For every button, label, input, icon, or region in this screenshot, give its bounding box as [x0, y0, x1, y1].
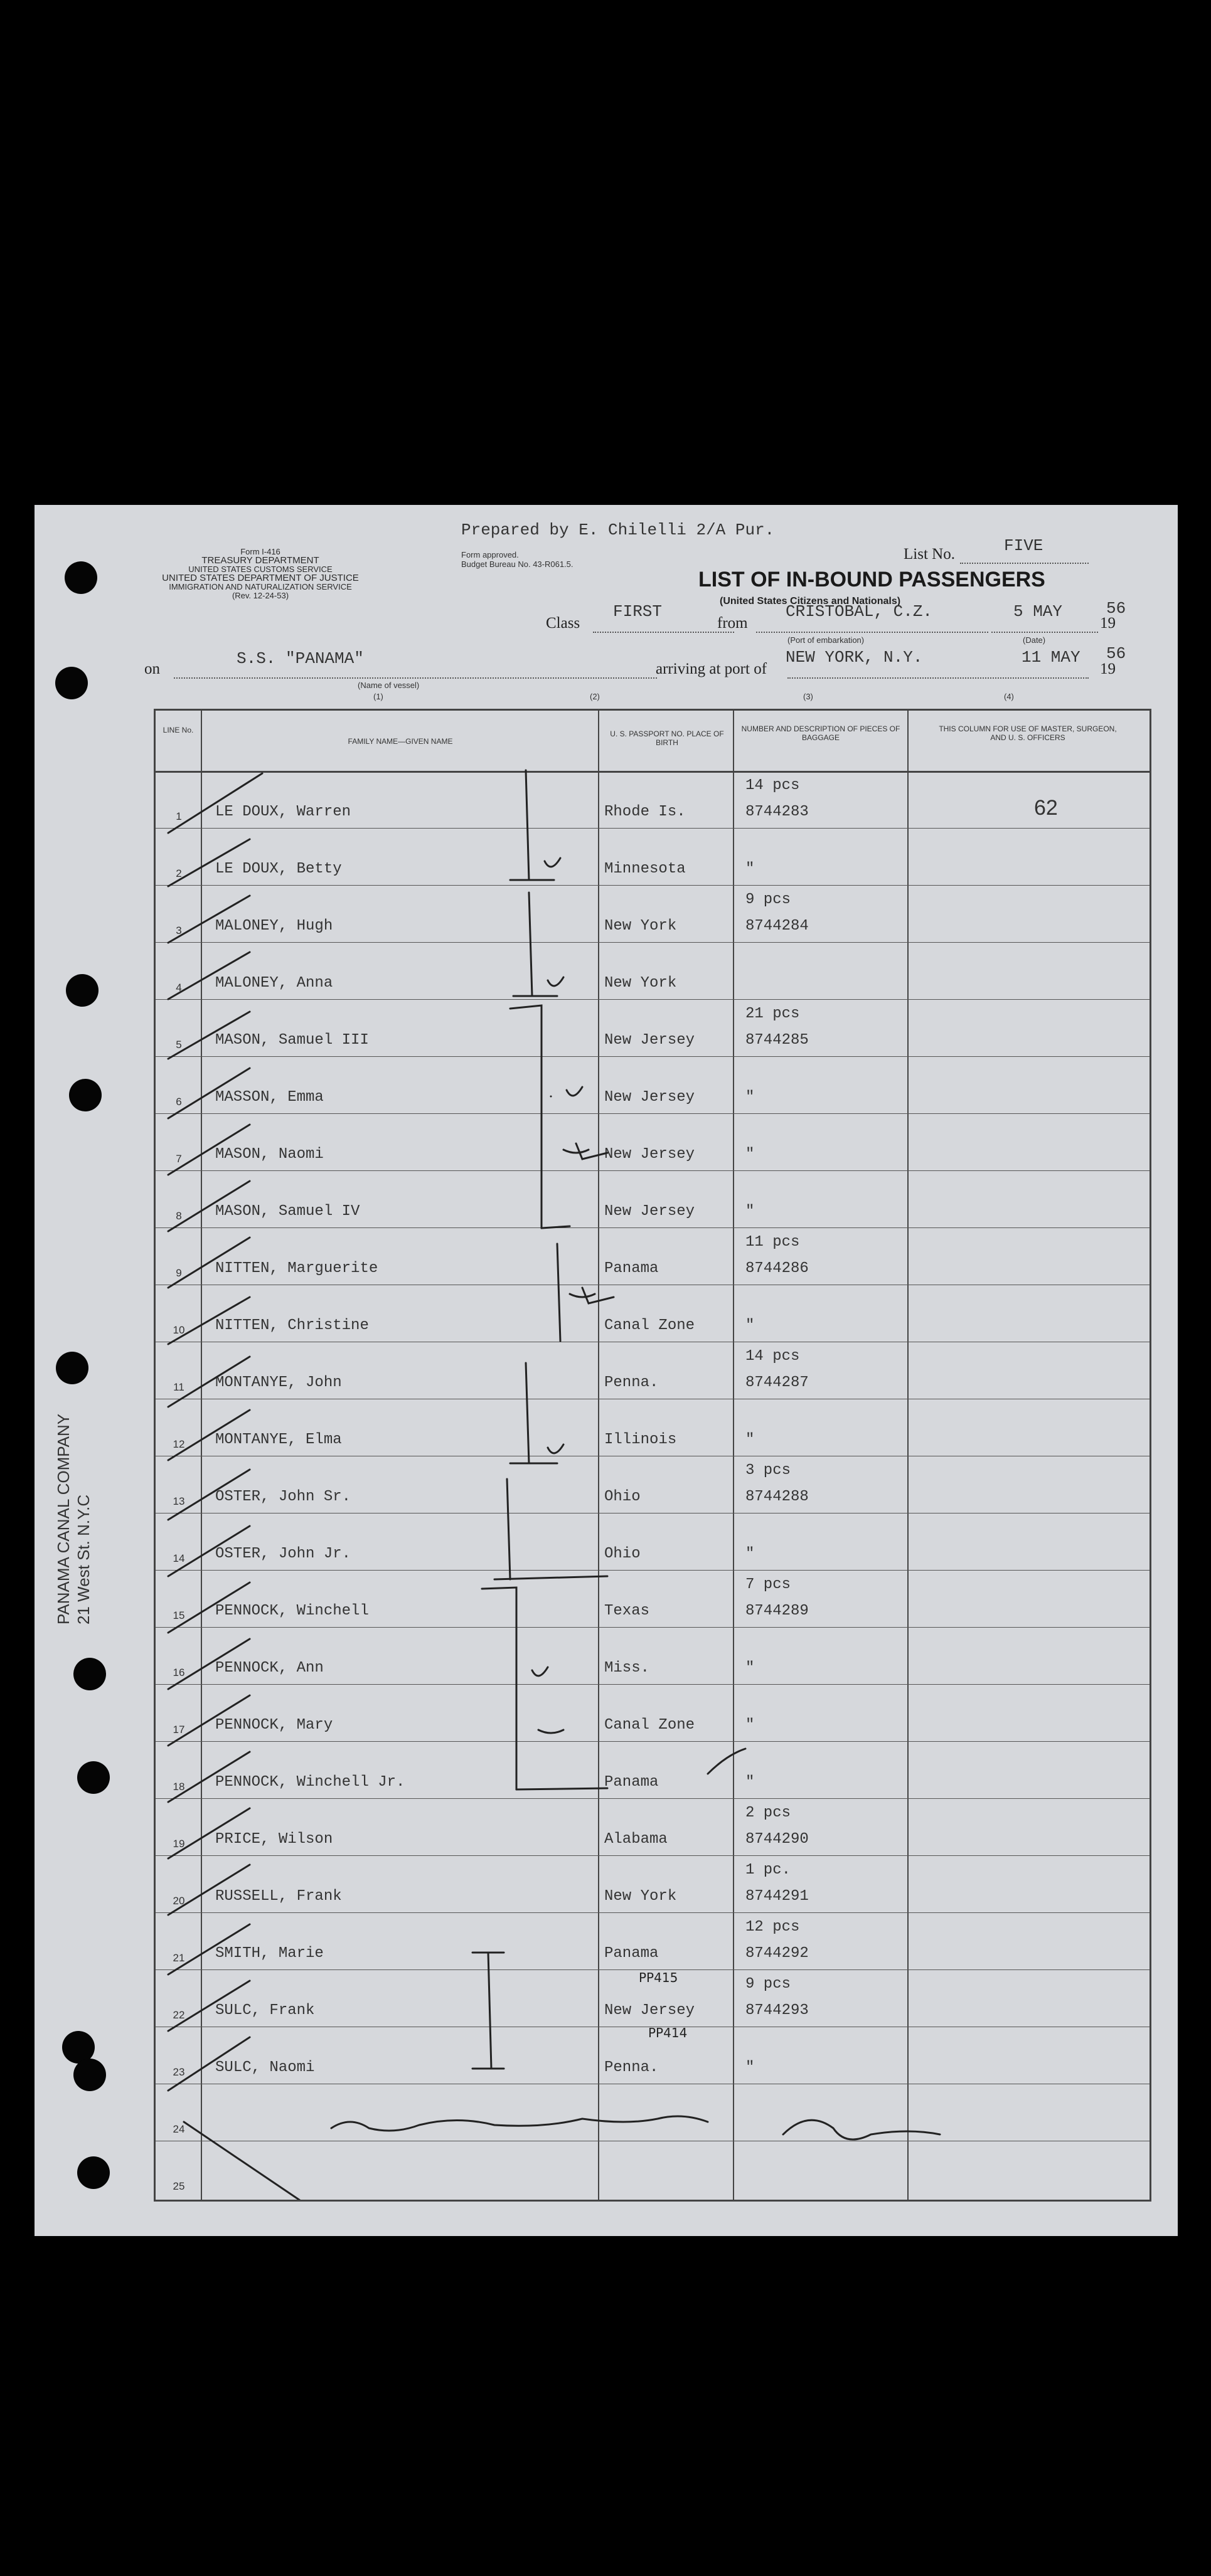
- date-caption: (Date): [1023, 635, 1046, 645]
- passenger-name: MASON, Naomi: [215, 1146, 324, 1163]
- binder-hole: [55, 667, 88, 699]
- passenger-name: NITTEN, Christine: [215, 1317, 369, 1334]
- binder-hole: [73, 2059, 106, 2091]
- baggage-pieces: 14 pcs: [745, 1348, 800, 1365]
- binder-hole: [77, 2156, 110, 2189]
- place-of-birth: Illinois: [604, 1431, 677, 1448]
- justice-department: UNITED STATES DEPARTMENT OF JUSTICE: [162, 573, 359, 583]
- from-label: from: [717, 615, 748, 632]
- arrival-date: 11 MAY: [1022, 648, 1080, 667]
- line-number: 10: [173, 1324, 185, 1336]
- vessel-name: S.S. "PANAMA": [237, 649, 364, 668]
- embarkation-port: CRISTOBAL, C.Z.: [786, 602, 933, 621]
- line-number: 25: [173, 2180, 185, 2192]
- officer-note: 62: [1034, 796, 1058, 820]
- form-number: Form I-416: [240, 547, 280, 556]
- place-of-birth: Ohio: [604, 1545, 641, 1562]
- passenger-name: PENNOCK, Winchell: [215, 1603, 369, 1619]
- baggage-pieces: 7 pcs: [745, 1576, 791, 1593]
- place-of-birth: New Jersey: [604, 1146, 695, 1163]
- line-number: 4: [176, 982, 182, 994]
- line-number: 6: [176, 1096, 182, 1108]
- baggage-tag: ": [745, 2059, 755, 2076]
- passenger-name: PENNOCK, Mary: [215, 1717, 333, 1734]
- passenger-name: SMITH, Marie: [215, 1945, 324, 1962]
- passenger-name: MONTANYE, Elma: [215, 1431, 342, 1448]
- place-of-birth: Canal Zone: [604, 1317, 695, 1334]
- baggage-tag: 8744283: [745, 803, 809, 820]
- immigration-service: IMMIGRATION AND NATURALIZATION SERVICE: [169, 582, 352, 591]
- treasury-department: TREASURY DEPARTMENT: [201, 555, 319, 566]
- line-number: 9: [176, 1267, 182, 1279]
- passenger-name: RUSSELL, Frank: [215, 1888, 342, 1905]
- customs-service: UNITED STATES CUSTOMS SERVICE: [188, 564, 333, 574]
- baggage-tag: 8744290: [745, 1831, 809, 1848]
- form-agency-block: [138, 548, 383, 600]
- form-subtitle: (United States Citizens and Nationals): [720, 596, 901, 607]
- place-of-birth: New York: [604, 918, 677, 935]
- embarkation-caption: (Port of embarkation): [787, 635, 865, 645]
- place-of-birth: New York: [604, 1888, 677, 1905]
- binder-hole: [66, 974, 99, 1007]
- line-number: 24: [173, 2123, 185, 2135]
- place-of-birth: New Jersey: [604, 2002, 695, 2019]
- form-approved: Form approved.: [461, 550, 519, 559]
- binder-hole: [65, 561, 97, 594]
- passenger-name: MASON, Samuel III: [215, 1032, 369, 1049]
- binder-hole: [77, 1761, 110, 1794]
- place-of-birth: Panama: [604, 1945, 659, 1962]
- passenger-name: PENNOCK, Winchell Jr.: [215, 1774, 405, 1791]
- line-number: 11: [173, 1381, 184, 1393]
- vessel-caption: (Name of vessel): [358, 681, 420, 690]
- col-caption-1: (1): [373, 692, 383, 701]
- stamp-line-1: PANAMA CANAL COMPANY: [54, 1413, 73, 1625]
- line-number: 5: [176, 1039, 182, 1051]
- line-number: 3: [176, 925, 182, 936]
- baggage-tag: ": [745, 1660, 755, 1677]
- line-number: 18: [173, 1781, 185, 1793]
- handwritten-annotations: [156, 711, 1150, 2200]
- company-stamp: [53, 1414, 93, 1625]
- passenger-name: MALONEY, Anna: [215, 975, 333, 992]
- line-number: 2: [176, 867, 182, 879]
- passenger-name: MONTANYE, John: [215, 1374, 342, 1391]
- passenger-name: MALONEY, Hugh: [215, 918, 333, 935]
- line-number: 13: [173, 1495, 185, 1507]
- baggage-tag: ": [745, 1089, 755, 1106]
- baggage-tag: 8744293: [745, 2002, 809, 2019]
- place-of-birth: New Jersey: [604, 1203, 695, 1220]
- place-of-birth: Ohio: [604, 1488, 641, 1505]
- place-of-birth: Texas: [604, 1603, 650, 1619]
- prepared-by: Prepared by E. Chilelli 2/A Pur.: [461, 521, 775, 539]
- baggage-tag: 8744291: [745, 1888, 809, 1905]
- baggage-pieces: 9 pcs: [745, 891, 791, 908]
- place-of-birth: Penna.: [604, 2059, 659, 2076]
- header-line-no: LINE No.: [163, 726, 194, 734]
- passenger-name: PENNOCK, Ann: [215, 1660, 324, 1677]
- arrival-year-prefix: 19: [1100, 660, 1116, 677]
- stamp-line-2: 21 West St. N.Y.C: [74, 1494, 93, 1625]
- line-number: 23: [173, 2066, 185, 2078]
- baggage-tag: ": [745, 861, 755, 877]
- binder-hole: [56, 1352, 88, 1384]
- place-of-birth: New Jersey: [604, 1089, 695, 1106]
- header-officers: THIS COLUMN FOR USE OF MASTER, SURGEON, AND U. S. OFFICERS: [939, 724, 1117, 742]
- baggage-tag: ": [745, 1774, 755, 1791]
- baggage-tag: ": [745, 1717, 755, 1734]
- baggage-pieces: 3 pcs: [745, 1462, 791, 1479]
- baggage-pieces: 1 pc.: [745, 1862, 791, 1879]
- baggage-tag: ": [745, 1317, 755, 1334]
- passenger-name: SULC, Naomi: [215, 2059, 315, 2076]
- passenger-name: MASSON, Emma: [215, 1089, 324, 1106]
- passenger-name: OSTER, John Sr.: [215, 1488, 351, 1505]
- baggage-pieces: 21 pcs: [745, 1005, 800, 1022]
- baggage-tag: ": [745, 1545, 755, 1562]
- baggage-pieces: 12 pcs: [745, 1919, 800, 1936]
- line-number: 21: [173, 1952, 185, 1964]
- line-number: 12: [173, 1438, 185, 1450]
- embarkation-date: 5 MAY: [1013, 602, 1063, 621]
- baggage-tag: ": [745, 1203, 755, 1220]
- header-name: FAMILY NAME—GIVEN NAME: [348, 737, 453, 746]
- passenger-name: LE DOUX, Betty: [215, 861, 342, 877]
- on-label: on: [144, 660, 160, 677]
- budget-bureau: Budget Bureau No. 43-R061.5.: [461, 559, 573, 569]
- revision-date: (Rev. 12-24-53): [232, 591, 289, 600]
- line-number: 22: [173, 2009, 185, 2021]
- place-of-birth: Penna.: [604, 1374, 659, 1391]
- baggage-tag: 8744285: [745, 1032, 809, 1049]
- passenger-name: LE DOUX, Warren: [215, 803, 351, 820]
- col-caption-4: (4): [1004, 692, 1014, 701]
- baggage-tag: ": [745, 1431, 755, 1448]
- line-number: 15: [173, 1609, 185, 1621]
- class-label: Class: [546, 615, 580, 632]
- baggage-pieces: 9 pcs: [745, 1976, 791, 1993]
- place-of-birth: New Jersey: [604, 1032, 695, 1049]
- baggage-tag: 8744287: [745, 1374, 809, 1391]
- passenger-table: [154, 709, 1151, 2202]
- line-number: 20: [173, 1895, 185, 1907]
- arrival-port: NEW YORK, N.Y.: [786, 648, 923, 667]
- handwritten-note: PP414: [648, 2025, 688, 2040]
- col-caption-3: (3): [803, 692, 813, 701]
- binder-hole: [69, 1079, 102, 1111]
- baggage-tag: 8744292: [745, 1945, 809, 1962]
- baggage-tag: 8744289: [745, 1603, 809, 1619]
- place-of-birth: Canal Zone: [604, 1717, 695, 1734]
- binder-hole: [73, 1658, 106, 1690]
- manifest-page: [35, 505, 1178, 2236]
- place-of-birth: Minnesota: [604, 861, 686, 877]
- form-approval: [461, 550, 573, 569]
- baggage-pieces: 2 pcs: [745, 1805, 791, 1821]
- list-no-value: FIVE: [1004, 536, 1043, 555]
- arrival-year: 56: [1106, 644, 1126, 663]
- passenger-name: PRICE, Wilson: [215, 1831, 333, 1848]
- place-of-birth: Miss.: [604, 1660, 650, 1677]
- embarkation-year: 56: [1106, 599, 1126, 618]
- place-of-birth: New York: [604, 975, 677, 992]
- baggage-pieces: 14 pcs: [745, 777, 800, 794]
- passenger-name: NITTEN, Marguerite: [215, 1260, 378, 1277]
- place-of-birth: Panama: [604, 1260, 659, 1277]
- header-passport: U. S. PASSPORT NO. PLACE OF BIRTH: [610, 729, 724, 747]
- class-value: FIRST: [613, 602, 663, 621]
- place-of-birth: Rhode Is.: [604, 803, 686, 820]
- baggage-pieces: 11 pcs: [745, 1234, 800, 1251]
- baggage-tag: ": [745, 1146, 755, 1163]
- place-of-birth: Panama: [604, 1774, 659, 1791]
- line-number: 17: [173, 1724, 185, 1736]
- line-number: 14: [173, 1552, 185, 1564]
- header-baggage: NUMBER AND DESCRIPTION OF PIECES OF BAGGAGE: [741, 724, 900, 742]
- line-number: 8: [176, 1210, 182, 1222]
- list-no-label: List No.: [904, 546, 955, 563]
- passenger-name: MASON, Samuel IV: [215, 1203, 360, 1220]
- baggage-tag: 8744286: [745, 1260, 809, 1277]
- place-of-birth: Alabama: [604, 1831, 668, 1848]
- form-title: LIST OF IN-BOUND PASSENGERS: [698, 568, 1045, 591]
- arriving-label: arriving at port of: [656, 660, 767, 677]
- passenger-name: SULC, Frank: [215, 2002, 315, 2019]
- line-number: 19: [173, 1838, 185, 1850]
- col-caption-2: (2): [590, 692, 600, 701]
- handwritten-note: PP415: [639, 1970, 678, 1985]
- year-prefix: 19: [1100, 615, 1116, 632]
- line-number: 16: [173, 1667, 185, 1678]
- line-number: 1: [176, 810, 182, 822]
- line-number: 7: [176, 1153, 182, 1165]
- baggage-tag: 8744284: [745, 918, 809, 935]
- baggage-tag: 8744288: [745, 1488, 809, 1505]
- passenger-name: OSTER, John Jr.: [215, 1545, 351, 1562]
